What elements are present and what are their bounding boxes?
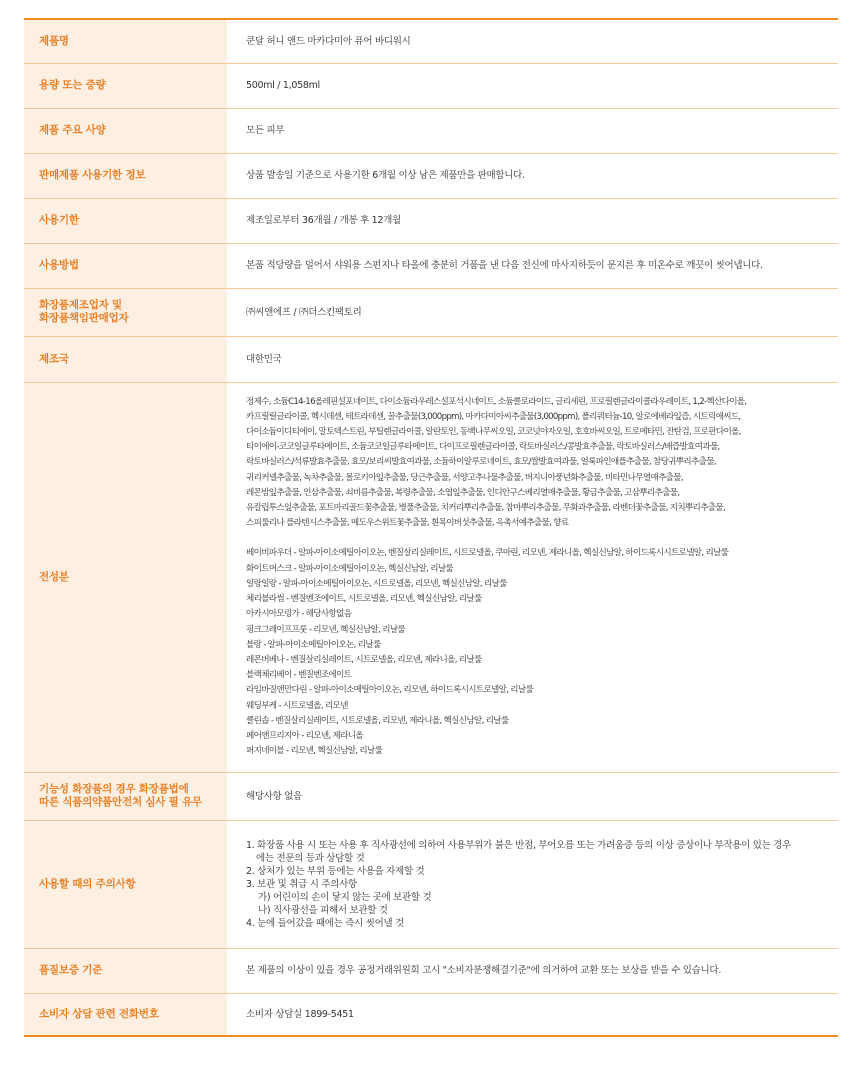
label-manufacturer-line: 화장품제조업자 및 bbox=[39, 299, 122, 311]
label-expiry: 사용기한 bbox=[24, 198, 227, 243]
caution-line: 가) 어린이의 손이 닿지 않는 곳에 보관할 것 bbox=[258, 891, 432, 903]
spacer bbox=[246, 531, 830, 546]
caution-line: 에는 전문의 등과 상담할 것 bbox=[256, 852, 365, 864]
fragrance-line: 레몬버베나 - 벤질살리실레이트, 시트로넬올, 리모넨, 제라니올, 리날룰 bbox=[246, 654, 482, 665]
label-caution: 사용할 때의 주의사항 bbox=[24, 820, 227, 948]
label-manufacturer bbox=[24, 288, 227, 336]
row-spec bbox=[24, 108, 838, 153]
fragrance-line: 페어앤프리지아 - 리모넨, 제라니올 bbox=[246, 730, 363, 741]
label-ingredients: 전성분 bbox=[24, 382, 227, 772]
value-expiry: 제조일로부터 36개월 / 개봉 후 12개월 bbox=[227, 198, 838, 243]
label-spec: 제품 주요 사양 bbox=[24, 108, 227, 153]
fragrance-line: 핑크그레이프프룻 - 리모넨, 헥실신남알, 리날룰 bbox=[246, 624, 406, 635]
row-usage bbox=[24, 243, 838, 288]
caution-line: 3. 보관 및 취급 시 주의사항 bbox=[246, 878, 357, 890]
row-product-name bbox=[24, 19, 838, 63]
value-ingredients bbox=[227, 382, 838, 772]
row-expiry-info bbox=[24, 153, 838, 198]
caution-line: 2. 상처가 있는 부위 등에는 사용을 자제할 것 bbox=[246, 865, 425, 877]
label-functional-line: 따른 식품의약품안전처 심사 필 유무 bbox=[39, 796, 202, 808]
value-usage: 본품 적당량을 덜어서 샤워용 스펀지나 타올에 충분히 거품을 낸 다음 전신에 마사지하듯이 문지른 후 미온수로 깨끗이 씻어냅니다. bbox=[227, 243, 838, 288]
label-quality: 품질보증 기준 bbox=[24, 948, 227, 993]
label-functional bbox=[24, 772, 227, 820]
row-country bbox=[24, 336, 838, 382]
value-manufacturer: ㈜씨앤에프 / ㈜더스킨팩토리 bbox=[227, 288, 838, 336]
label-volume: 용량 또는 중량 bbox=[24, 63, 227, 108]
ingredient-line: 다이소듐이디티에이, 말토덱스트린, 부틸렌글라이콜, 알란토인, 동백나무씨오일, 코코넛야자오일, 호호바씨오일, 트로메타민, 잔탄검, 프로판다이올, bbox=[246, 427, 741, 438]
ingredient-line: 락토바실러스/석류발효추출물, 효모/보리씨발효여과물, 소듐하이알루로네이트, 효모/쌀발효여과물, 얼룩파인애플추출물, 참당귀뿌리추출물, bbox=[246, 457, 716, 468]
value-expiry-info: 상품 발송일 기준으로 사용기한 6개월 이상 남은 제품만을 판매합니다. bbox=[227, 153, 838, 198]
fragrance-line: 라임바질앤만다린 - 알파-아이소메틸아이오논, 리모넨, 하이드록시시트로넬알, 리날룰 bbox=[246, 685, 534, 696]
product-info-section bbox=[24, 18, 838, 1037]
caution-line: 4. 눈에 들어갔을 때에는 즉시 씻어낼 것 bbox=[246, 917, 404, 929]
value-volume: 500ml / 1,058ml bbox=[227, 63, 838, 108]
ingredient-line: 카프릴릴글라이콜, 헥시데센, 테트라데센, 꿀추출물(3,000ppm), 마카다미아씨추출물(3,000ppm), 폴리쿼터늄-10, 알로에베라잎즙, 시트릭애씨드, bbox=[246, 411, 741, 422]
ingredient-line: 레몬밤잎추출물, 인삼추출물, 쇠비름추출물, 복령추출물, 소엽잎추출물, 인디안구스베리열매추출물, 황금추출물, 고삼뿌리추출물, bbox=[246, 487, 680, 498]
label-product-name: 제품명 bbox=[24, 19, 227, 63]
fragrance-line: 블랙체리베이 - 벤질벤조에이트 bbox=[246, 670, 352, 681]
value-quality: 본 제품의 이상이 있을 경우 공정거래위원회 고시 "소비자분쟁해결기준"에 의거하여 교환 또는 보상을 받을 수 있습니다. bbox=[227, 948, 838, 993]
caution-line: 나) 직사광선을 피해서 보관할 것 bbox=[258, 904, 388, 916]
label-contact: 소비자 상담 관련 전화번호 bbox=[24, 993, 227, 1036]
caution-line: 1. 화장품 사용 시 또는 사용 후 직사광선에 의하여 사용부위가 붉은 반점, 부어오름 또는 가려움증 등의 이상 증상이나 부작용이 있는 경우 bbox=[246, 839, 791, 851]
row-ingredients bbox=[24, 382, 838, 772]
row-functional bbox=[24, 772, 838, 820]
fragrance-line: 베이비파우더 - 알파-아이소메틸아이오논, 벤질살리실레이트, 시트로넬올, 쿠마린, 리모넨, 제라니올, 헥실신남알, 하이드록시시트로넬알, 리날룰 bbox=[246, 548, 729, 559]
row-contact bbox=[24, 993, 838, 1036]
ingredient-line: 정제수, 소듐C14-16올레핀설포네이트, 다이소듐라우레스설포석시네이트, 소듐클로라이드, 글리세린, 프로필렌글라이콜라우레이트, 1,2-헥산다이올, bbox=[246, 396, 747, 407]
product-info-table bbox=[24, 18, 838, 1037]
label-country: 제조국 bbox=[24, 336, 227, 382]
row-volume bbox=[24, 63, 838, 108]
row-caution bbox=[24, 820, 838, 948]
value-country: 대한민국 bbox=[227, 336, 838, 382]
fragrance-line: 체리블라썸 - 벤질벤조에이트, 시트로넬올, 리모넨, 헥실신남알, 리날룰 bbox=[246, 594, 482, 605]
label-manufacturer-line: 화장품책임판매업자 bbox=[39, 312, 129, 324]
value-functional: 해당사항 없음 bbox=[227, 772, 838, 820]
row-manufacturer bbox=[24, 288, 838, 336]
ingredient-line: 스피룰리나 플라텐시스추출물, 메도우스위트꽃추출물, 흰목이버섯추출물, 옥촉서예추출물, 향료 bbox=[246, 518, 569, 529]
fragrance-line: 일랑일랑 - 알파-아이소메틸아이오논, 시트로넬올, 리모넨, 헥실신남알, 리날룰 bbox=[246, 578, 507, 589]
fragrance-line: 블랑 - 알파-아이소메틸아이오논, 리날룰 bbox=[246, 639, 381, 650]
label-expiry-info: 판매제품 사용기한 정보 bbox=[24, 153, 227, 198]
ingredient-line: 유칼립투스잎추출물, 포트마리골드꽃추출물, 병풀추출물, 치커리뿌리추출물, 참마뿌리추출물, 무화과추출물, 라벤더꽃추출물, 지치뿌리추출물, bbox=[246, 503, 725, 514]
value-caution bbox=[227, 820, 838, 948]
fragrance-line: 클린솝 - 벤질살리실레이트, 시트로넬올, 리모넨, 제라니올, 헥실신남알, 리날룰 bbox=[246, 715, 509, 726]
ingredient-line: 귀리커넬추출물, 녹차추출물, 몰로키아잎추출물, 당근추출물, 서양고추나물추출물, 버지니아풍년화추출물, 비타민나무열매추출물, bbox=[246, 472, 683, 483]
value-product-name: 쿤달 허니 앤드 마카다미아 퓨어 바디워시 bbox=[227, 19, 838, 63]
fragrance-line: 퍼지네이블 - 리모넨, 헥실신남알, 리날룰 bbox=[246, 746, 383, 757]
fragrance-line: 화이트머스크 - 알파-아이소메틸아이오논, 헥실신남알, 리날룰 bbox=[246, 563, 454, 574]
ingredient-line: 티이에이-코코일글루타메이트, 소듐코코일글루타메이트, 다이프로필렌글라이콜, 락토바실러스/콩발효추출물, 락토바실러스/배즙발효여과물, bbox=[246, 442, 720, 453]
fragrance-line: 웨딩부케 - 시트로넬올, 리모넨 bbox=[246, 700, 348, 711]
value-contact: 소비자 상담실 1899-5451 bbox=[227, 993, 838, 1036]
label-functional-line: 기능성 화장품의 경우 화장품법에 bbox=[39, 783, 189, 795]
row-quality bbox=[24, 948, 838, 993]
row-expiry bbox=[24, 198, 838, 243]
label-usage: 사용방법 bbox=[24, 243, 227, 288]
value-spec: 모든 피부 bbox=[227, 108, 838, 153]
fragrance-line: 아카시아모링가 - 해당사항없음 bbox=[246, 609, 352, 620]
